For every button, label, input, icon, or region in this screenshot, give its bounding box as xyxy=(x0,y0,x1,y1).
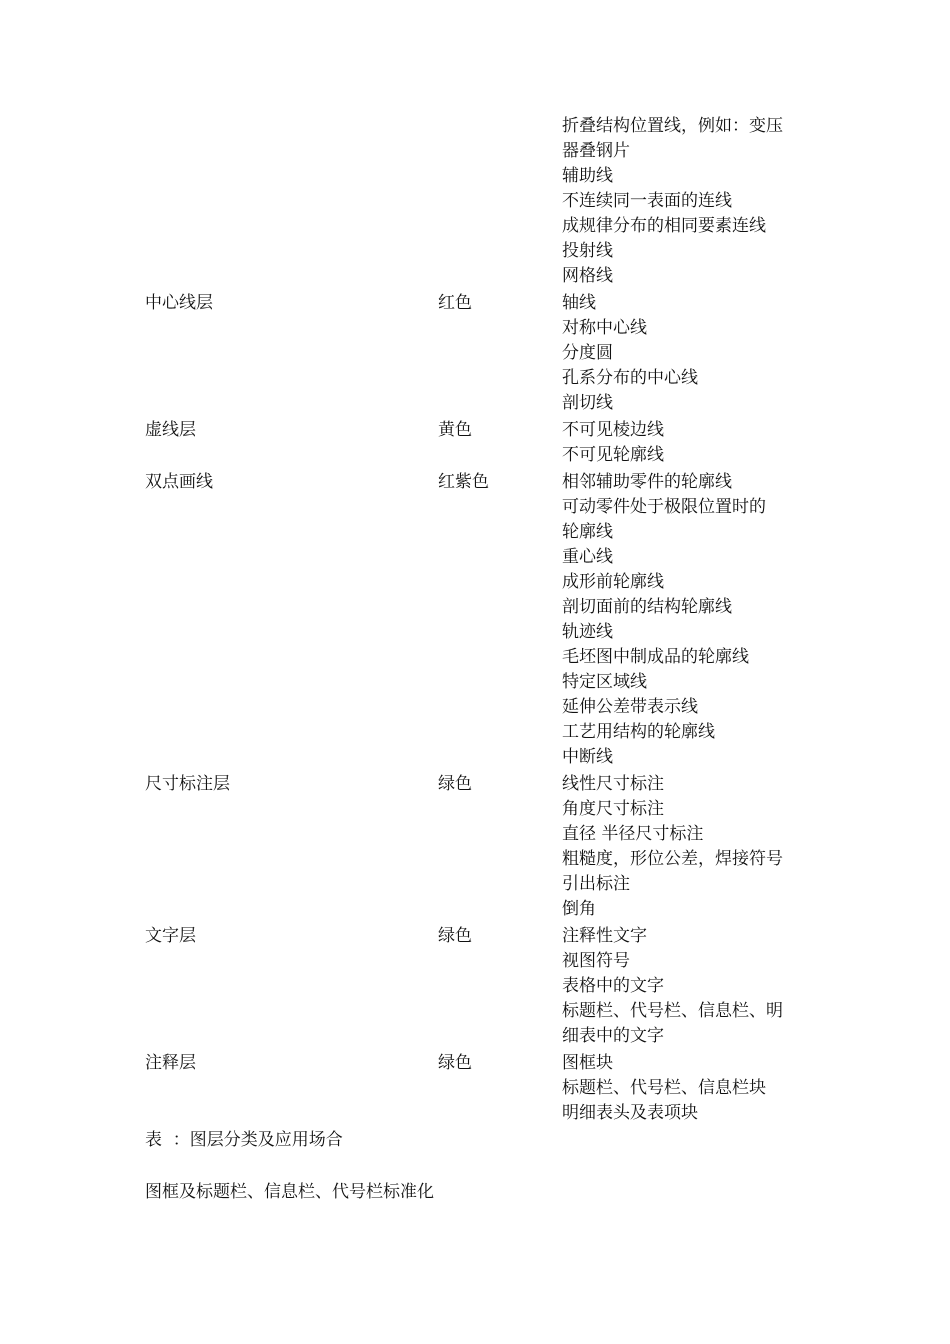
layer-color: 红色 xyxy=(438,293,472,313)
use-item: 标题栏、代号栏、信息栏块 xyxy=(562,1078,766,1098)
table-row xyxy=(145,470,825,770)
use-item: 中断线 xyxy=(562,747,613,767)
section-heading: 图框及标题栏、信息栏、代号栏标准化 xyxy=(145,1182,434,1202)
layer-name xyxy=(145,114,438,289)
use-item: 折叠结构位置线，例如：变压 xyxy=(562,116,783,136)
use-item: 剖切线 xyxy=(562,393,613,413)
use-item: 不连续同一表面的连线 xyxy=(562,191,732,211)
use-item: 细表中的文字 xyxy=(562,1026,664,1046)
layer-color: 黄色 xyxy=(438,420,472,440)
layer-name: 中心线层 xyxy=(145,293,213,313)
use-item: 辅助线 xyxy=(562,166,613,186)
layer-uses xyxy=(562,924,812,1049)
use-item: 轮廓线 xyxy=(562,522,613,542)
layer-uses xyxy=(562,470,812,770)
use-item: 粗糙度，形位公差，焊接符号 xyxy=(562,849,783,869)
layer-uses xyxy=(562,1051,812,1126)
use-item: 不可见棱边线 xyxy=(562,420,664,440)
use-item: 明细表头及表项块 xyxy=(562,1103,698,1123)
use-item: 孔系分布的中心线 xyxy=(562,368,698,388)
use-item: 毛坯图中制成品的轮廓线 xyxy=(562,647,749,667)
use-item: 工艺用结构的轮廓线 xyxy=(562,722,715,742)
layer-uses xyxy=(562,291,812,416)
use-item: 注释性文字 xyxy=(562,926,647,946)
layer-name: 尺寸标注层 xyxy=(145,774,230,794)
use-item: 延伸公差带表示线 xyxy=(562,697,698,717)
use-item: 器叠钢片 xyxy=(562,141,630,161)
use-item: 剖切面前的结构轮廓线 xyxy=(562,597,732,617)
layer-uses xyxy=(562,772,812,922)
layer-color: 绿色 xyxy=(438,774,472,794)
use-item: 对称中心线 xyxy=(562,318,647,338)
layer-name: 注释层 xyxy=(145,1053,196,1073)
table-row xyxy=(145,924,825,1049)
use-item: 轨迹线 xyxy=(562,622,613,642)
layer-color: 绿色 xyxy=(438,1053,472,1073)
use-item: 相邻辅助零件的轮廓线 xyxy=(562,472,732,492)
use-item: 不可见轮廓线 xyxy=(562,445,664,465)
use-item: 投射线 xyxy=(562,241,613,261)
layer-color: 绿色 xyxy=(438,926,472,946)
layer-color: 红紫色 xyxy=(438,472,489,492)
use-item: 成形前轮廓线 xyxy=(562,572,664,592)
use-item: 可动零件处于极限位置时的 xyxy=(562,497,766,517)
layer-uses xyxy=(562,418,812,468)
layer-uses xyxy=(562,114,812,289)
table-row xyxy=(145,418,825,468)
table-row xyxy=(145,114,825,289)
use-item: 引出标注 xyxy=(562,874,630,894)
layer-name: 双点画线 xyxy=(145,472,213,492)
table-row xyxy=(145,291,825,416)
use-item: 轴线 xyxy=(562,293,596,313)
table-row xyxy=(145,772,825,922)
use-item: 图框块 xyxy=(562,1053,613,1073)
use-item: 角度尺寸标注 xyxy=(562,799,664,819)
use-item: 分度圆 xyxy=(562,343,613,363)
layer-name: 虚线层 xyxy=(145,420,196,440)
use-item: 重心线 xyxy=(562,547,613,567)
table-caption: 表 ：图层分类及应用场合 xyxy=(145,1130,343,1150)
use-item: 倒角 xyxy=(562,899,596,919)
layer-name: 文字层 xyxy=(145,926,196,946)
use-item: 成规律分布的相同要素连线 xyxy=(562,216,766,236)
layer-table xyxy=(145,114,825,1126)
layer-color xyxy=(438,114,562,289)
use-item: 线性尺寸标注 xyxy=(562,774,664,794)
table-row xyxy=(145,1051,825,1126)
use-item: 网格线 xyxy=(562,266,613,286)
use-item: 标题栏、代号栏、信息栏、明 xyxy=(562,1001,783,1021)
use-item: 特定区域线 xyxy=(562,672,647,692)
use-item: 表格中的文字 xyxy=(562,976,664,996)
use-item: 直径 半径尺寸标注 xyxy=(562,824,704,844)
use-item: 视图符号 xyxy=(562,951,630,971)
